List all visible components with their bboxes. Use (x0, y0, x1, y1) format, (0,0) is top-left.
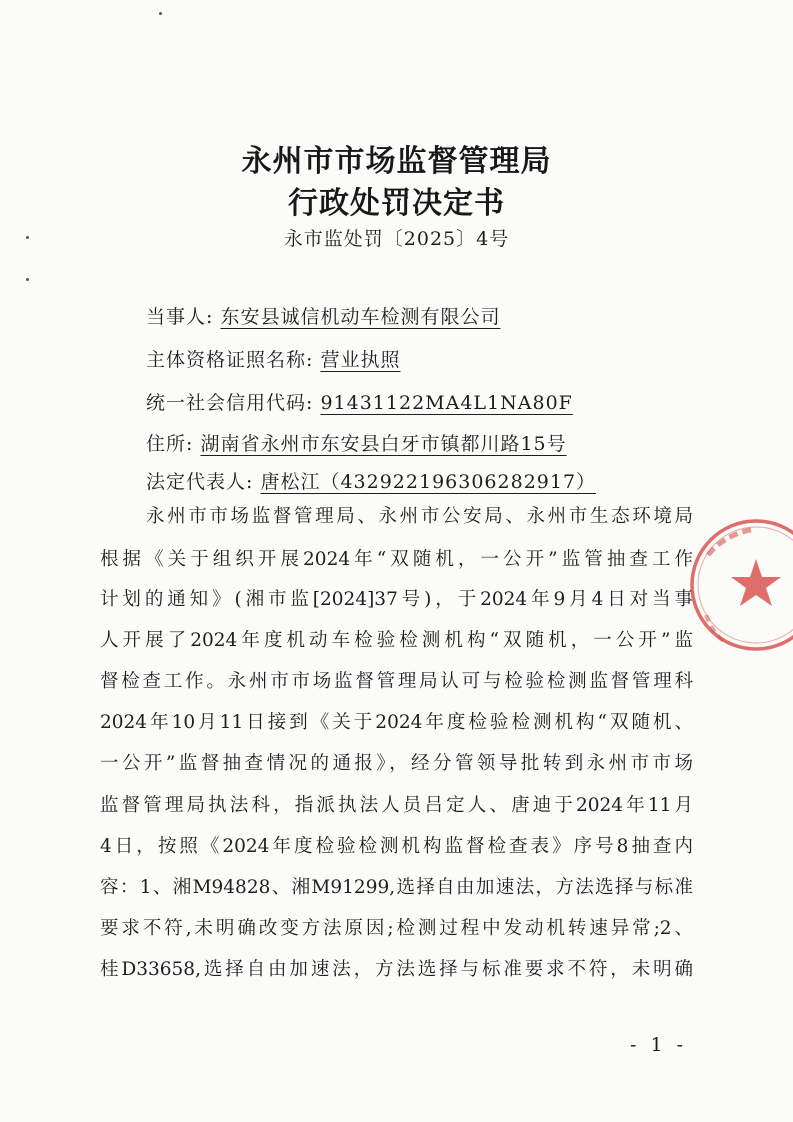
legal-rep-label: 法定代表人: (146, 471, 261, 493)
scan-speck (26, 278, 29, 281)
body-line: 根据《关于组织开展2024年“双随机，一公开”监管抽查工作 (100, 549, 693, 570)
address-value: 湖南省永州市东安县白牙市镇都川路15号 (200, 433, 567, 455)
party-value: 东安县诚信机动车检测有限公司 (220, 306, 501, 328)
party-field (146, 302, 500, 329)
official-seal-icon (686, 515, 793, 655)
body-line: 计划的通知》(湘市监[2024]37号)，于2024年9月4日对当事 (100, 589, 693, 610)
doc-title-type: 行政处罚决定书 (288, 186, 505, 221)
legal-rep-field (146, 467, 596, 494)
credit-code-label: 统一社会信用代码: (146, 392, 321, 414)
body-line: 永州市市场监督管理局、永州市公安局、永州市生态环境局 (146, 506, 693, 527)
credit-code-field (146, 388, 573, 415)
license-value: 营业执照 (320, 349, 401, 371)
party-label: 当事人: (146, 306, 221, 328)
doc-number: 永市监处罚〔2025〕4号 (283, 228, 510, 250)
body-line: 一公开”监督抽查情况的通报》，经分管领导批转到永州市市场 (100, 753, 693, 774)
body-line: 监督管理局执法科，指派执法人员吕定人、唐迪于2024年11月 (100, 795, 693, 816)
body-line: 容：1、湘M94828、湘M91299,选择自由加速法，方法选择与标准 (100, 877, 693, 898)
body-line: 4日，按照《2024年度检验检测机构监督检查表》序号8抽查内 (100, 836, 693, 857)
license-field (146, 345, 400, 372)
license-label: 主体资格证照名称: (146, 349, 321, 371)
credit-code-value: 91431122MA4L1NA80F (320, 392, 573, 414)
scan-speck (26, 236, 29, 239)
legal-rep-value: 唐松江（432922196306282917） (260, 471, 597, 493)
body-line: 要求不符,未明确改变方法原因;检测过程中发动机转速异常;2、 (100, 918, 693, 939)
body-line: 桂D33658,选择自由加速法，方法选择与标准要求不符，未明确 (100, 959, 693, 980)
body-line: 2024年10月11日接到《关于2024年度检验检测机构“双随机、 (100, 712, 693, 733)
doc-title-agency: 永州市市场监督管理局 (241, 144, 552, 179)
body-line: 人开展了2024年度机动车检验检测机构“双随机，一公开”监 (100, 630, 693, 651)
address-field (146, 429, 567, 456)
scan-speck (159, 12, 162, 15)
page-number: - 1 - (630, 1034, 688, 1056)
body-line: 督检查工作。永州市市场监督管理局认可与检验检测监督管理科 (100, 671, 693, 692)
address-label: 住所: (146, 433, 201, 455)
